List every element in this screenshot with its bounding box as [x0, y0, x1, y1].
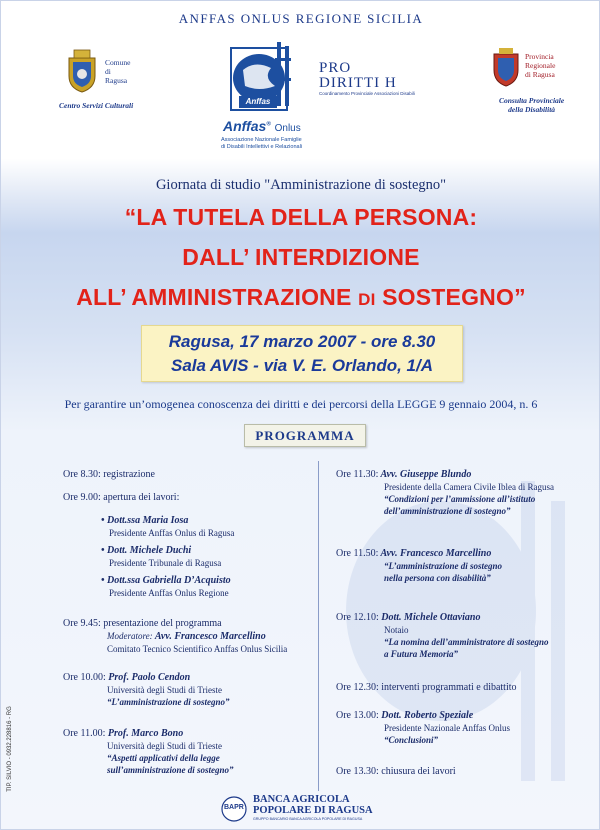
speaker-name: Avv. Francesco Marcellino — [378, 548, 492, 559]
speaker-item — [101, 575, 231, 599]
moderator-label: Moderatore: — [107, 631, 155, 641]
item-time: Ore 10.00: — [63, 672, 106, 683]
bank-line2: POPOLARE DI RAGUSA — [253, 805, 373, 816]
speaker-role: Università degli Studi di Trieste — [107, 685, 223, 695]
column-divider — [318, 461, 319, 791]
program-item — [63, 492, 179, 504]
event-details-box — [141, 325, 463, 382]
anffas-logo: Anffas Anffas® Onlus Associazione Nazionale Famiglie di Disabili Intellettivi e Relazionali — [213, 36, 323, 164]
item-time: Ore 11.00: — [63, 728, 106, 739]
program-label-badge — [244, 424, 366, 447]
talk-title: “Conclusioni” — [384, 735, 439, 745]
item-time: Ore 11.50: — [336, 548, 379, 559]
speaker-name: • Dott.ssa Gabriella D’Acquisto — [101, 575, 231, 586]
speaker-name: • Dott. Michele Duchi — [101, 545, 192, 556]
comune-line1: Comune — [105, 58, 131, 67]
talk-title-2: a Futura Memoria” — [384, 649, 459, 659]
item-time: Ore 13.30: — [336, 766, 379, 777]
item-text: chiusura dei lavori — [378, 766, 456, 777]
comune-crest-icon — [65, 48, 99, 94]
anffas-suffix: Onlus — [274, 123, 301, 134]
provincia-line2: Regionale — [525, 61, 556, 70]
event-venue: Sala AVIS - via V. E. Orlando, 1/A — [170, 356, 434, 375]
talk-title-2: sull’amministrazione di sostegno” — [107, 765, 234, 775]
organization-title: ANFFAS ONLUS REGIONE SICILIA — [178, 11, 424, 26]
provincia-consulta2: della Disabilità — [508, 105, 556, 114]
program-item — [336, 548, 502, 584]
talk-title: “L’amministrazione di sostegno” — [107, 697, 230, 707]
provincia-consulta1: Consulta Provinciale — [499, 96, 565, 105]
speaker-role: Presidente Anffas Onlus Regione — [109, 588, 229, 598]
talk-title-1: “Aspetti applicativi della legge — [107, 753, 220, 763]
comune-logo — [59, 46, 159, 121]
provincia-crest-icon — [491, 48, 521, 88]
title-line-3c: SOSTEGNO” — [375, 284, 526, 310]
program-item — [336, 766, 456, 778]
prodiritti-logo — [319, 61, 439, 106]
speaker-name: Dott. Michele Ottaviano — [378, 612, 481, 623]
speaker-role: Presidente Tribunale di Ragusa — [109, 558, 222, 568]
program-item — [336, 612, 549, 660]
talk-title-2: dell’amministrazione di sostegno” — [384, 506, 511, 516]
bank-line1: BANCA AGRICOLA — [253, 794, 350, 805]
speaker-role: Notaio — [384, 625, 409, 635]
comune-center: Centro Servizi Culturali — [59, 101, 134, 110]
talk-title-1: “L’amministrazione di sostegno — [384, 561, 503, 571]
speaker-name: Dott. Roberto Speziale — [378, 710, 474, 721]
title-line-3 — [1, 284, 600, 311]
provincia-line3: di Ragusa — [525, 70, 555, 79]
prodiritti-line2: DIRITTI H — [319, 75, 397, 91]
comune-line3: Ragusa — [105, 76, 128, 85]
title-line-1: “LA TUTELA DELLA PERSONA: — [124, 204, 478, 230]
talk-title-2: nella persona con disabilità” — [384, 573, 491, 583]
anffas-badge: Anffas — [239, 96, 277, 108]
program-item — [63, 672, 230, 708]
speaker-role: Presidente Nazionale Anffas Onlus — [384, 723, 511, 733]
program-item — [336, 469, 554, 517]
item-time: Ore 12.10: — [336, 612, 379, 623]
comune-line2: di — [105, 67, 111, 76]
item-time: Ore 8.30: — [63, 469, 101, 480]
program-item — [63, 469, 155, 481]
speaker-role: Presidente Anffas Onlus di Ragusa — [109, 528, 235, 538]
speaker-name: • Dott.ssa Maria Iosa — [101, 515, 189, 526]
provincia-line1: Provincia — [525, 52, 554, 61]
program-item — [63, 728, 234, 776]
anffas-caption2: di Disabili Intellettivi e Relazionali — [221, 144, 303, 150]
speaker-item — [101, 545, 221, 569]
talk-title-1: “Condizioni per l’ammissione all’istituto — [384, 494, 536, 504]
title-line-3a: ALL’ AMMINISTRAZIONE — [76, 284, 359, 310]
anffas-name: Anffas — [223, 118, 267, 134]
speaker-name: Avv. Giuseppe Blundo — [378, 469, 472, 480]
bank-mark: BAPR — [224, 804, 244, 811]
speaker-item — [101, 515, 234, 539]
prodiritti-caption: Coordinamento Provinciale Associazioni Disabili — [319, 91, 415, 96]
item-time: Ore 11.30: — [336, 469, 379, 480]
item-text: presentazione del programma — [100, 618, 222, 629]
provincia-logo — [489, 46, 594, 126]
item-time: Ore 9.45: — [63, 618, 101, 629]
item-time: Ore 12.30: — [336, 682, 379, 693]
item-text: interventi programmati e dibattito — [378, 682, 517, 693]
program-item — [336, 710, 510, 746]
item-time: Ore 13.00: — [336, 710, 379, 721]
talk-title-1: “La nomina dell’amministratore di sostegno — [384, 637, 549, 647]
speaker-name: Prof. Marco Bono — [105, 728, 184, 739]
program-label: PROGRAMMA — [255, 428, 355, 443]
speaker-name: Prof. Paolo Cendon — [105, 672, 191, 683]
speaker-role: Presidente della Camera Civile Iblea di Ragusa — [384, 482, 554, 492]
program-item — [63, 618, 287, 655]
moderator-role: Comitato Tecnico Scientifico Anffas Onlus Sicilia — [107, 644, 288, 654]
event-date: Ragusa, 17 marzo 2007 - ore 8.30 — [168, 332, 436, 351]
event-scope: Per garantire un’omogenea conoscenza dei diritti e dei percorsi della LEGGE 9 gennaio 2004, n. 6 — [64, 397, 538, 411]
moderator-name: Avv. Francesco Marcellino — [154, 631, 266, 642]
item-text: apertura dei lavori: — [100, 492, 180, 503]
event-subtitle: Giornata di studio "Amministrazione di sostegno" — [155, 177, 447, 193]
title-line-3b: DI — [358, 290, 376, 309]
bank-sponsor-logo — [221, 794, 421, 826]
speaker-role: Università degli Studi di Trieste — [107, 741, 223, 751]
printer-note: TIP. SILVIO - 0932.228816 - RG — [7, 706, 13, 792]
anffas-caption1: Associazione Nazionale Famiglie — [221, 137, 302, 143]
bank-line3: GRUPPO BANCARIO BANCA AGRICOLA POPOLARE DI RAGUSA — [253, 817, 363, 821]
prodiritti-line1: PRO — [319, 60, 352, 76]
item-time: Ore 9.00: — [63, 492, 101, 503]
title-line-2: DALL’ INTERDIZIONE — [182, 244, 420, 270]
program-item — [336, 682, 517, 694]
item-text: registrazione — [100, 469, 155, 480]
